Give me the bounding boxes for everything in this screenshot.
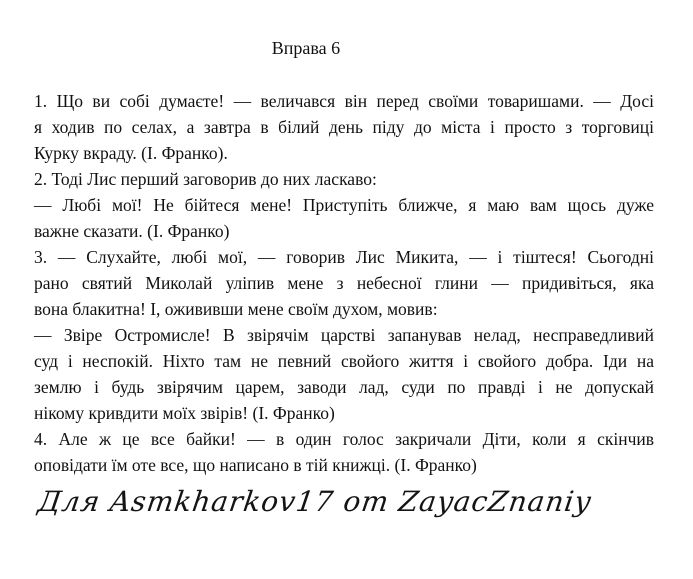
text-line: рано святий Миколай уліпив мене з небесної глини — придивіться, яка	[34, 273, 654, 293]
text-line: 1. Що ви собі думаєте! — величався він перед своїми товаришами. — Досі	[34, 91, 654, 111]
text-line: важне сказати. (І. Франко)	[34, 221, 230, 241]
exercise-text	[34, 88, 654, 478]
text-line: вона блакитна! І, ожививши мене своїм духом, мовив:	[34, 299, 438, 319]
exercise-title: Вправа 6	[271, 38, 341, 58]
text-line: 3. — Слухайте, любі мої, — говорив Лис Микита, — і тіштеся! Сьогодні	[34, 247, 654, 267]
text-line: нікому кривдити моїх звірів! (І. Франко)	[34, 403, 335, 423]
text-line: — Звіре Остромисле! В звірячім царстві запанував нелад, несправедливий	[34, 325, 654, 345]
text-line: Курку вкраду. (І. Франко).	[34, 143, 228, 163]
text-line: я ходив по селах, а завтра в білий день піду до міста і просто з торговиці	[34, 117, 654, 137]
text-line: суд і неспокій. Ніхто там не певний свойого життя і свойого добра. Іди на	[34, 351, 654, 371]
text-line: оповідати їм оте все, що написано в тій книжці. (І. Франко)	[34, 455, 477, 475]
text-line: 2. Тоді Лис перший заговорив до них ласкаво:	[34, 169, 377, 189]
handwritten-signature: Для Asmkharkov17 от ZayacZnaniy	[35, 485, 594, 518]
text-line: землю і будь звірячим царем, заводи лад, суди по правді і не допускай	[34, 377, 654, 397]
text-line: 4. Але ж це все байки! — в один голос закричали Діти, коли я скінчив	[34, 429, 654, 449]
text-line: — Любі мої! Не бійтеся мене! Приступіть ближче, я маю вам щось дуже	[34, 195, 654, 215]
